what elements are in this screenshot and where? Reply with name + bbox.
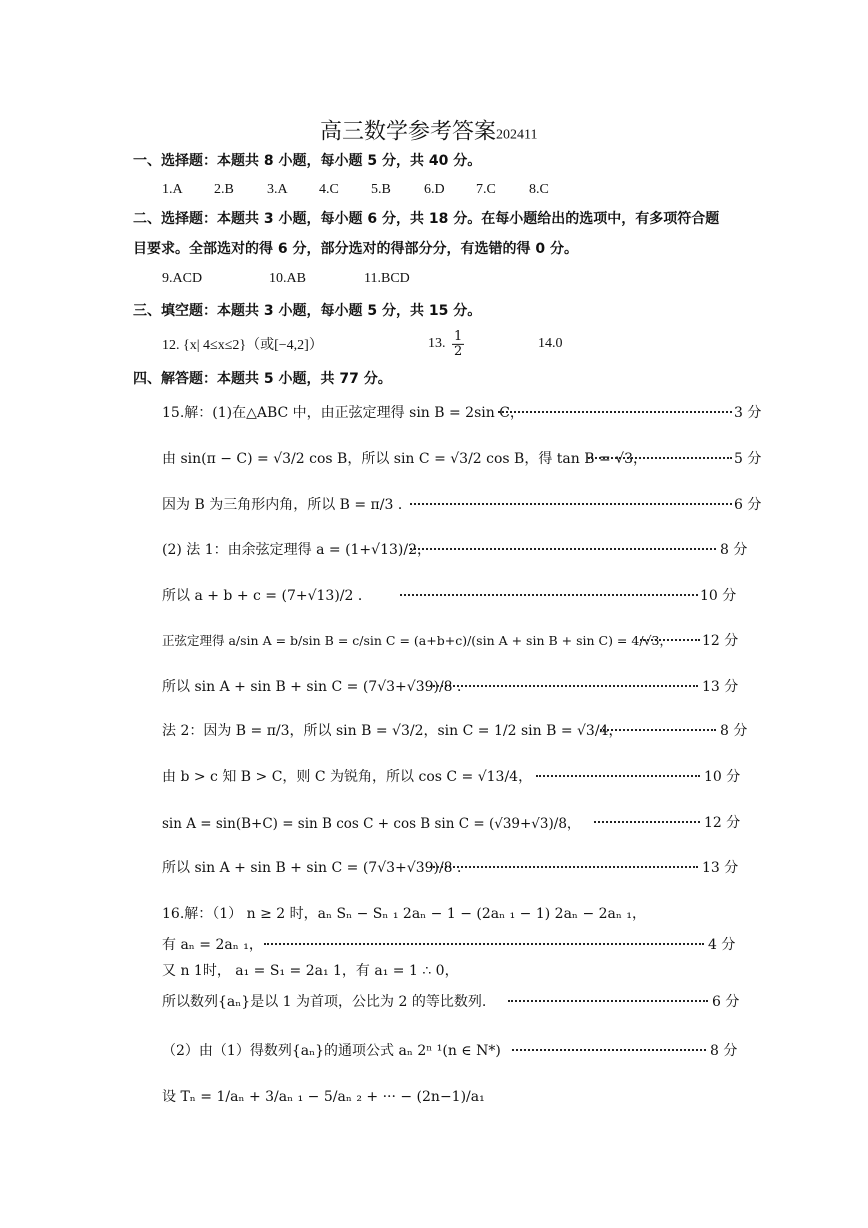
answer-2: 2.B: [214, 182, 234, 197]
score-label: 12 分: [704, 815, 741, 831]
dot-leader: [430, 685, 698, 687]
answer-7: 7.C: [476, 182, 496, 197]
dot-leader: [588, 457, 732, 459]
fraction-denominator: 2: [454, 343, 463, 359]
fraction-numerator: 1: [454, 328, 463, 344]
answer-3: 3.A: [267, 182, 288, 197]
score-label: 8 分: [720, 542, 748, 558]
answer-13-fraction: [452, 330, 464, 358]
dot-leader: [508, 1000, 708, 1002]
score-label: 6 分: [712, 994, 740, 1010]
dot-leader: [640, 639, 700, 641]
solution-line-8: 法 2：因为 B = π/3，所以 sin B = √3/2，sin C = 1/2 sin B = √3/4，: [162, 723, 623, 739]
title-code: 202411: [496, 127, 538, 143]
score-label: 3 分: [734, 405, 762, 421]
answer-13-label: 13.: [428, 336, 446, 351]
title-text: 高三数学参考答案: [320, 119, 497, 145]
dot-leader: [410, 548, 716, 550]
score-label: 4 分: [708, 937, 736, 953]
dot-leader: [430, 866, 698, 868]
solution-line-5: 所以 a + b + c = (7+√13)/2 ．: [162, 588, 372, 604]
dot-leader: [594, 821, 700, 823]
answer-12: 12. {x| 4≤x≤2}（或[−4,2]）: [162, 338, 323, 353]
dot-leader: [536, 775, 700, 777]
answer-6: 6.D: [424, 182, 445, 197]
score-label: 13 分: [702, 860, 739, 876]
solution-line-16: （2）由（1）得数列{aₙ}的通项公式 aₙ 2ⁿ ¹(n ∈ N*): [162, 1043, 501, 1059]
solution-line-10: sin A = sin(B+C) = sin B cos C + cos B sin C = (√39+√3)/8，: [162, 816, 581, 832]
dot-leader: [264, 943, 704, 945]
score-label: 12 分: [702, 633, 739, 649]
score-label: 5 分: [734, 451, 762, 467]
score-label: 8 分: [710, 1043, 738, 1059]
solution-line-2: 由 sin(π − C) = √3/2 cos B，所以 sin C = √3/2 cos B，得 tan B = √3，: [162, 451, 647, 467]
solution-line-7: 所以 sin A + sin B + sin C = (7√3+√39)/8 ．: [162, 679, 472, 695]
score-label: 10 分: [704, 769, 741, 785]
dot-leader: [410, 503, 732, 505]
section-2-heading: 二、选择题：本题共 3 小题，每小题 6 分，共 18 分。在每小题给出的选项中，有多项符合题: [133, 211, 720, 227]
answer-8: 8.C: [529, 182, 549, 197]
answer-11: 11.BCD: [364, 271, 410, 286]
answer-10: 10.AB: [269, 271, 306, 286]
solution-line-13: 有 aₙ = 2aₙ ₁，: [162, 937, 263, 953]
score-label: 8 分: [720, 723, 748, 739]
score-label: 10 分: [700, 588, 737, 604]
answer-5: 5.B: [371, 182, 391, 197]
answer-14: 14.0: [538, 336, 563, 351]
solution-line-9: 由 b > c 知 B > C，则 C 为锐角，所以 cos C = √13/4，: [162, 769, 533, 785]
solution-line-17: 设 Tₙ = 1/aₙ + 3/aₙ ₁ − 5/aₙ ₂ + ··· − (2n−1)/a₁: [162, 1089, 485, 1105]
solution-line-14: 又 n 1时， a₁ = S₁ = 2a₁ 1，有 a₁ = 1 ∴ 0，: [162, 963, 459, 979]
answer-1: 1.A: [162, 182, 183, 197]
solution-line-3: 因为 B 为三角形内角，所以 B = π/3 ．: [162, 497, 412, 513]
answer-9: 9.ACD: [162, 271, 203, 286]
answer-4: 4.C: [319, 182, 339, 197]
section-1-heading: 一、选择题：本题共 8 小题，每小题 5 分，共 40 分。: [133, 153, 482, 169]
score-label: 6 分: [734, 497, 762, 513]
dot-leader: [498, 411, 732, 413]
section-3-heading: 三、填空题：本题共 3 小题，每小题 5 分，共 15 分。: [133, 303, 482, 319]
score-label: 13 分: [702, 679, 739, 695]
solution-line-15: 所以数列{aₙ}是以 1 为首项，公比为 2 的等比数列.: [162, 994, 487, 1010]
section-4-heading: 四、解答题：本题共 5 小题，共 77 分。: [133, 371, 392, 387]
solution-line-1: 15.解：(1)在△ABC 中，由正弦定理得 sin B = 2sin C，: [162, 405, 524, 421]
dot-leader: [400, 594, 698, 596]
dot-leader: [512, 1049, 706, 1051]
solution-line-6: 正弦定理得 a/sin A = b/sin B = c/sin C = (a+b+c)/(sin A + sin B + sin C) = 4/√3，: [162, 633, 672, 648]
solution-line-11: 所以 sin A + sin B + sin C = (7√3+√39)/8 ．: [162, 860, 472, 876]
solution-line-12: 16.解：（1） n ≥ 2 时，aₙ Sₙ − Sₙ ₁ 2aₙ − 1 − (2aₙ ₁ − 1) 2aₙ − 2aₙ ₁，: [162, 906, 646, 922]
solution-line-4: (2) 法 1：由余弦定理得 a = (1+√13)/2，: [162, 542, 431, 558]
section-2-heading-cont: 目要求。全部选对的得 6 分，部分选对的得部分分，有选错的得 0 分。: [133, 241, 578, 257]
dot-leader: [600, 729, 716, 731]
